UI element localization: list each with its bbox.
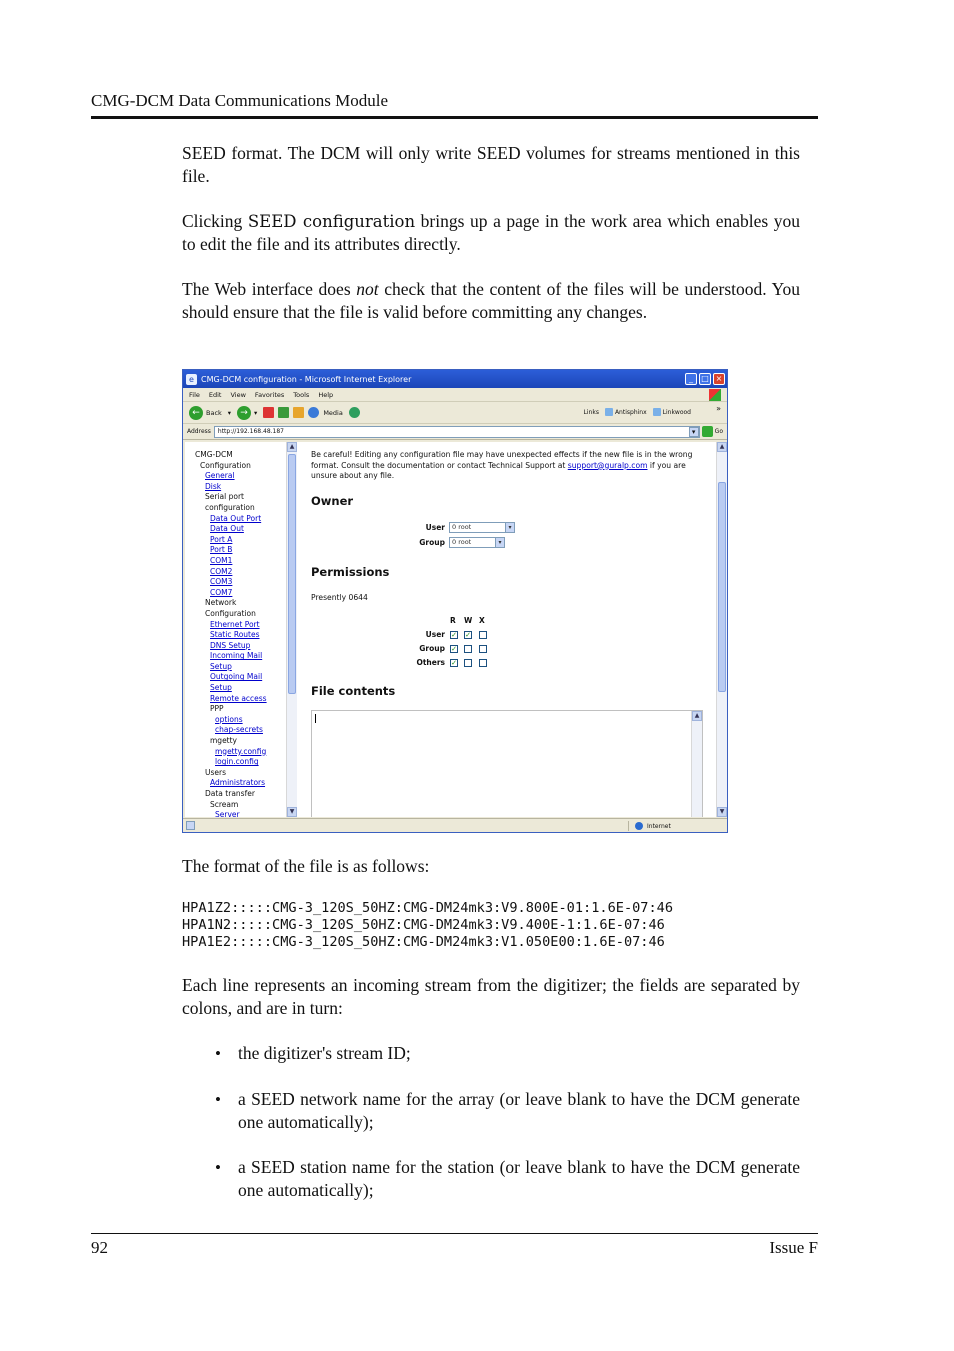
tree-item-label: Serial port bbox=[205, 492, 244, 502]
owner-group-label: Group bbox=[419, 538, 445, 547]
permission-checkbox[interactable]: ✓ bbox=[451, 659, 457, 667]
tree-item-label[interactable]: COM2 bbox=[210, 566, 233, 576]
tree-item-label: mgetty bbox=[210, 736, 238, 746]
tree-item[interactable] bbox=[185, 810, 297, 817]
text-caret bbox=[315, 714, 316, 723]
tree-item-label: configuration bbox=[205, 502, 255, 512]
tree-item[interactable] bbox=[185, 747, 297, 758]
menu-edit[interactable]: Edit bbox=[208, 390, 222, 399]
tree-item-label[interactable]: Remote access bbox=[210, 693, 267, 703]
permission-checkbox[interactable]: ✓ bbox=[465, 631, 471, 639]
media-button-label[interactable]: Media bbox=[323, 408, 343, 417]
browser-menubar bbox=[183, 388, 727, 402]
tree-item-label[interactable]: mgetty.config bbox=[215, 746, 267, 756]
tree-item[interactable] bbox=[185, 725, 297, 736]
tree-item-label: Users bbox=[205, 767, 227, 777]
refresh-icon[interactable] bbox=[278, 407, 289, 418]
warning-text bbox=[311, 450, 711, 482]
warning-tail: if you are unsure about any file. bbox=[311, 460, 686, 480]
zone-label: Internet bbox=[647, 822, 671, 830]
perm-col-x: X bbox=[479, 616, 485, 625]
tree-item bbox=[185, 768, 297, 779]
tree-item[interactable] bbox=[185, 524, 297, 535]
bullet-marker: • bbox=[215, 1158, 221, 1177]
scroll-thumb[interactable] bbox=[718, 482, 726, 692]
emphasis-not: not bbox=[356, 279, 379, 299]
links-label: Links bbox=[583, 408, 599, 416]
page-header-title: CMG-DCM Data Communications Module bbox=[91, 91, 389, 110]
tree-item[interactable] bbox=[185, 630, 297, 641]
menu-file[interactable]: File bbox=[189, 390, 200, 399]
toolbar-overflow-icon[interactable]: » bbox=[716, 404, 721, 413]
tree-item-label[interactable]: login.config bbox=[215, 757, 259, 767]
menu-favorites[interactable]: Favorites bbox=[254, 390, 285, 399]
paragraph-seed-format: SEED format. The DCM will only write SEED volumes for streams mentioned in this file. bbox=[182, 143, 800, 186]
owner-user-select[interactable] bbox=[449, 522, 515, 533]
link-page-icon bbox=[605, 408, 613, 416]
bullet-marker: • bbox=[215, 1044, 221, 1063]
media-icon[interactable] bbox=[308, 407, 319, 418]
footer-rule bbox=[91, 1233, 818, 1234]
tree-item[interactable] bbox=[185, 482, 297, 493]
textarea-scrollbar[interactable] bbox=[691, 711, 702, 817]
perm-row-others: Others bbox=[416, 658, 445, 667]
links-bar bbox=[584, 408, 697, 416]
permission-checkbox[interactable] bbox=[479, 645, 487, 653]
permissions-heading: Permissions bbox=[311, 565, 390, 579]
tree-item-label[interactable]: options bbox=[215, 714, 243, 724]
perm-row-group: Group bbox=[419, 644, 445, 653]
permission-checkbox[interactable] bbox=[464, 645, 472, 653]
paragraph-clicking-rest: brings up a page in the work area which enables you to edit the file and its attributes directly. bbox=[182, 211, 800, 254]
tree-item[interactable] bbox=[185, 694, 297, 705]
tree-item[interactable] bbox=[185, 588, 297, 599]
security-zone bbox=[628, 821, 671, 831]
tree-item-label[interactable]: COM3 bbox=[210, 577, 233, 587]
paragraph-each-line: Each line represents an incoming stream from the digitizer; the fields are separated by colons, and are in turn: bbox=[182, 975, 800, 1018]
go-arrow-icon[interactable] bbox=[702, 426, 713, 437]
tree-item-label: CMG-DCM bbox=[195, 450, 233, 459]
tree-item-label[interactable]: Static Routes bbox=[210, 630, 260, 640]
permission-checkbox[interactable] bbox=[479, 631, 487, 639]
tree-item bbox=[185, 492, 297, 503]
navigation-tree bbox=[185, 442, 297, 817]
tree-item-label: Configuration bbox=[205, 608, 256, 618]
tree-item-label[interactable]: Server bbox=[215, 810, 240, 817]
permission-checkbox[interactable]: ✓ bbox=[451, 645, 457, 653]
tree-item-label[interactable]: Port A bbox=[210, 534, 233, 544]
support-email-link[interactable]: support@guralp.com bbox=[567, 460, 648, 470]
file-contents-heading: File contents bbox=[311, 684, 396, 698]
home-icon[interactable] bbox=[293, 407, 304, 418]
scroll-up-icon[interactable]: ▲ bbox=[717, 442, 727, 452]
permissions-current: Presently 0644 bbox=[311, 593, 368, 602]
menu-view[interactable]: View bbox=[230, 390, 246, 399]
code-line: HPA1E2:::::CMG-3_120S_50HZ:CMG-DM24mk3:V1.050E00:1.6E-07:46 bbox=[182, 934, 665, 950]
chevron-down-icon[interactable]: ▾ bbox=[505, 522, 515, 533]
bullet-stream-id: the digitizer's stream ID; bbox=[238, 1043, 411, 1063]
tree-scrollbar[interactable] bbox=[286, 442, 297, 817]
tree-item-label[interactable]: COM7 bbox=[210, 587, 233, 597]
header-rule bbox=[91, 116, 818, 119]
tree-item-label[interactable]: Ethernet Port bbox=[210, 619, 260, 629]
tree-item[interactable] bbox=[185, 556, 297, 567]
perm-col-w: W bbox=[464, 616, 473, 625]
tree-item-label[interactable]: Administrators bbox=[210, 778, 266, 788]
forward-arrow-icon[interactable]: → bbox=[237, 406, 251, 420]
tree-item-label[interactable]: chap-secrets bbox=[215, 725, 263, 735]
tree-item-label[interactable]: Port B bbox=[210, 545, 233, 555]
ie-page-icon: e bbox=[186, 374, 197, 385]
maximize-icon[interactable]: □ bbox=[699, 373, 711, 385]
tree-item bbox=[185, 461, 297, 472]
bullet-station-name: a SEED station name for the station (or leave blank to have the DCM generate one automatically); bbox=[238, 1157, 800, 1200]
go-button-label[interactable]: Go bbox=[714, 428, 723, 435]
scroll-down-icon[interactable]: ▼ bbox=[717, 807, 727, 817]
tree-item-label[interactable]: Disk bbox=[205, 481, 222, 491]
code-line: HPA1N2:::::CMG-3_120S_50HZ:CMG-DM24mk3:V9.400E-1:1.6E-07:46 bbox=[182, 917, 665, 933]
browser-toolbar bbox=[183, 402, 727, 424]
permission-checkbox[interactable]: ✓ bbox=[451, 631, 457, 639]
tree-item[interactable] bbox=[185, 672, 297, 683]
globe-icon bbox=[635, 822, 643, 830]
tree-item-label[interactable]: Data Out bbox=[210, 524, 244, 534]
tree-item-label: Data transfer bbox=[205, 789, 255, 798]
owner-user-label: User bbox=[425, 523, 445, 532]
tree-item[interactable] bbox=[185, 662, 297, 673]
permission-checkbox[interactable] bbox=[479, 659, 487, 667]
issue-label: Issue F bbox=[769, 1238, 818, 1257]
scroll-up-icon[interactable]: ▲ bbox=[692, 711, 702, 721]
file-contents-textarea[interactable] bbox=[311, 710, 703, 817]
tree-item-label[interactable]: General bbox=[205, 471, 235, 481]
perm-row-user: User bbox=[425, 630, 445, 639]
bullet-marker: • bbox=[215, 1090, 221, 1109]
work-area bbox=[309, 442, 716, 817]
code-block bbox=[182, 900, 673, 951]
tree-item-label: Scream bbox=[210, 799, 239, 809]
tree-item-label[interactable]: Incoming Mail bbox=[210, 651, 263, 661]
work-area-scrollbar[interactable] bbox=[716, 442, 727, 817]
menu-tools[interactable]: Tools bbox=[293, 390, 310, 399]
back-button-label[interactable]: Back bbox=[206, 408, 222, 417]
tree-item[interactable] bbox=[185, 778, 297, 789]
paragraph-clicking bbox=[182, 210, 800, 256]
tree-item[interactable] bbox=[185, 514, 297, 525]
tree-item-label[interactable]: Outgoing Mail bbox=[210, 672, 263, 682]
tree-item[interactable] bbox=[185, 757, 297, 768]
paragraph-format: The format of the file is as follows: bbox=[182, 856, 430, 876]
tree-item-label[interactable]: Data Out Port bbox=[210, 513, 262, 523]
address-value: http://192.168.48.187 bbox=[217, 427, 284, 435]
tree-item[interactable] bbox=[185, 471, 297, 482]
history-icon[interactable] bbox=[349, 407, 360, 418]
code-line: HPA1Z2:::::CMG-3_120S_50HZ:CMG-DM24mk3:V9.800E-01:1.6E-07:46 bbox=[182, 900, 674, 916]
owner-group-select[interactable] bbox=[449, 537, 505, 548]
page-number: 92 bbox=[91, 1238, 108, 1257]
tree-item-label: PPP bbox=[210, 704, 224, 714]
owner-heading: Owner bbox=[311, 494, 354, 508]
scroll-down-icon[interactable]: ▼ bbox=[287, 807, 297, 817]
tree-item[interactable] bbox=[185, 535, 297, 546]
paragraph-web-interface bbox=[182, 278, 800, 324]
link-linkwood[interactable]: Linkwood bbox=[662, 408, 691, 416]
link-antisphinx[interactable]: Antisphinx bbox=[614, 408, 647, 416]
chevron-down-icon[interactable]: ▾ bbox=[495, 537, 505, 548]
paragraph-web-interface-lead: The Web interface does bbox=[182, 279, 357, 299]
tree-item bbox=[185, 789, 297, 800]
tree-item bbox=[185, 450, 297, 461]
tree-item bbox=[185, 736, 297, 747]
perm-col-r: R bbox=[450, 616, 456, 625]
browser-titlebar bbox=[183, 370, 727, 388]
tree-item[interactable] bbox=[185, 641, 297, 652]
scroll-thumb[interactable] bbox=[288, 454, 296, 694]
tree-item bbox=[185, 598, 297, 609]
paragraph-web-interface-rest: check that the content of the files will be understood. You should ensure that the file is valid before committing any changes. bbox=[182, 279, 800, 322]
owner-group-value: 0 root bbox=[452, 538, 472, 546]
tree-item-label[interactable]: Setup bbox=[210, 661, 232, 671]
address-label: Address bbox=[187, 428, 211, 435]
bullet-network-name: a SEED network name for the array (or leave blank to have the DCM generate one automatically); bbox=[238, 1089, 800, 1132]
menu-help[interactable]: Help bbox=[318, 390, 334, 399]
page-status-icon bbox=[186, 821, 195, 830]
back-dropdown-icon[interactable]: ▾ bbox=[227, 408, 232, 417]
owner-user-value: 0 root bbox=[452, 523, 472, 531]
scroll-up-icon[interactable]: ▲ bbox=[287, 442, 297, 452]
tree-item[interactable] bbox=[185, 651, 297, 662]
tree-item[interactable] bbox=[185, 577, 297, 588]
tree-item[interactable] bbox=[185, 620, 297, 631]
tree-item-label: Network bbox=[205, 598, 237, 608]
browser-screenshot bbox=[182, 369, 728, 833]
forward-dropdown-icon[interactable]: ▾ bbox=[254, 408, 258, 417]
close-icon[interactable]: × bbox=[713, 373, 725, 385]
permission-checkbox[interactable] bbox=[464, 659, 472, 667]
windows-logo-icon bbox=[709, 389, 721, 401]
tree-item[interactable] bbox=[185, 567, 297, 578]
tree-item bbox=[185, 704, 297, 715]
browser-statusbar bbox=[183, 818, 727, 832]
tree-item[interactable] bbox=[185, 683, 297, 694]
browser-content bbox=[185, 442, 727, 817]
browser-window-title: CMG-DCM configuration - Microsoft Internet Explorer bbox=[201, 374, 412, 384]
link-page-icon bbox=[653, 408, 661, 416]
tree-item bbox=[185, 800, 297, 811]
back-arrow-icon[interactable]: ← bbox=[189, 406, 203, 420]
address-bar bbox=[183, 424, 727, 440]
address-dropdown-icon[interactable]: ▾ bbox=[689, 427, 699, 437]
tree-item[interactable] bbox=[185, 545, 297, 556]
tree-item-label: Configuration bbox=[200, 460, 251, 470]
tree-item bbox=[185, 503, 297, 514]
tree-item-label[interactable]: COM1 bbox=[210, 555, 233, 565]
stop-icon[interactable] bbox=[263, 407, 274, 418]
address-input[interactable] bbox=[214, 426, 700, 438]
minimize-icon[interactable]: _ bbox=[685, 373, 697, 385]
tree-item[interactable] bbox=[185, 715, 297, 726]
tree-item bbox=[185, 609, 297, 620]
tree-item-label[interactable]: DNS Setup bbox=[210, 640, 251, 650]
tree-item-label[interactable]: Setup bbox=[210, 683, 232, 693]
paragraph-clicking-lead: Clicking bbox=[182, 211, 248, 231]
warning-lead: Be careful! Editing any configuration file may have unexpected effects if the new file is in the wrong format. Consult the documentation or contact Technical Support at bbox=[311, 450, 693, 470]
seed-configuration-link-text: SEED configuration bbox=[247, 212, 416, 231]
